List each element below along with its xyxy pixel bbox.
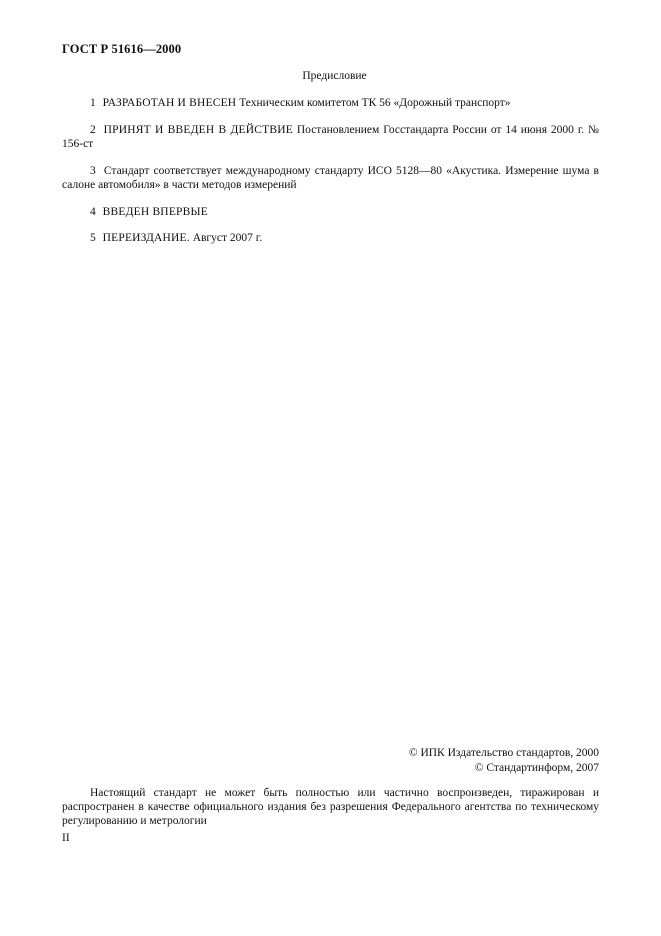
item-number: 2: [90, 123, 96, 136]
reproduction-notice: Настоящий стандарт не может быть полностью или частично воспроизведен, тиражирован и распространен в качестве официального издания без разрешения Федерального агентства по техническому регулированию и метрологии: [62, 787, 599, 827]
item-number: 3: [90, 164, 96, 177]
document-code-header: ГОСТ Р 51616—2000: [62, 42, 182, 56]
foreword-item-3: [62, 164, 599, 193]
item-text: Техническим комитетом ТК 56 «Дорожный транспорт»: [239, 97, 511, 109]
item-number: 5: [90, 232, 96, 244]
copyright-block: [409, 746, 599, 776]
foreword-item-1: [62, 96, 599, 111]
foreword-title: Предисловие: [302, 70, 367, 82]
item-caps-phrase: ПРИНЯТ И ВВЕДЕН В ДЕЙСТВИЕ: [103, 123, 293, 136]
item-caps-phrase: РАЗРАБОТАН И ВНЕСЕН: [102, 97, 237, 109]
foreword-item-2: [62, 123, 599, 152]
page-number: II: [62, 832, 70, 844]
item-number: 1: [90, 97, 96, 109]
foreword-item-5: [62, 231, 599, 246]
copyright-line-publisher: © ИПК Издательство стандартов, 2000: [408, 747, 599, 759]
foreword-item-4: [62, 205, 599, 220]
foreword-body: [62, 96, 599, 258]
copyright-line-standartinform: © Стандартинформ, 2007: [474, 762, 599, 774]
item-text: Постановлением Госстандарта России от 14 июня 2000 г. № 156-ст: [62, 123, 600, 150]
item-text: Август 2007 г.: [192, 232, 263, 244]
item-text: Стандарт соответствует международному стандарту ИСО 5128—80 «Акустика. Измерение шума в салоне автомобиля» в части методов измерений: [62, 164, 599, 191]
item-number: 4: [90, 205, 96, 218]
item-caps-phrase: ВВЕДЕН ВПЕРВЫЕ: [102, 205, 208, 218]
item-caps-phrase: ПЕРЕИЗДАНИЕ.: [102, 232, 190, 244]
